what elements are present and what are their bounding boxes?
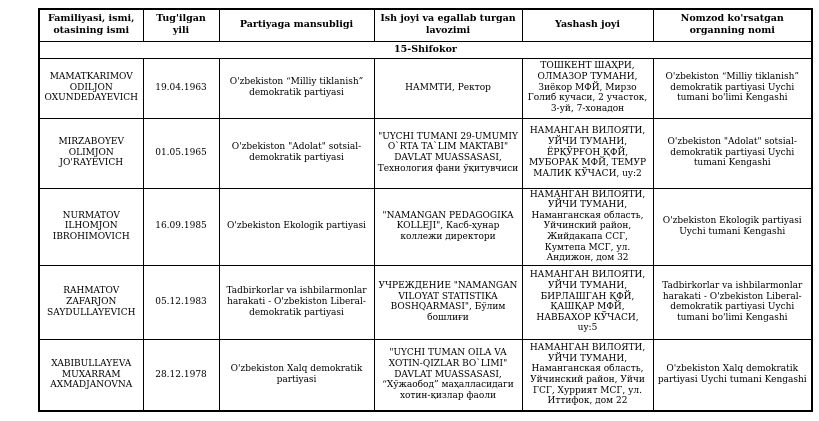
- cell-birth-date: 16.09.1985: [143, 188, 219, 265]
- cell-nominator: O'zbekiston "Adolat" sotsial-demokratik partiyasi Uychi tumani Kengashi: [653, 118, 812, 188]
- header-full-name: Familiyasi, ismi, otasining ismi: [39, 9, 143, 41]
- cell-party: O'zbekiston “Milliy tiklanish” demokratik partiyasi: [219, 58, 374, 118]
- cell-party: O'zbekiston "Adolat" sotsial-demokratik partiyasi: [219, 118, 374, 188]
- section-title: 15-Shifokor: [39, 41, 812, 58]
- candidates-table: [38, 8, 813, 412]
- cell-birth-date: 28.12.1978: [143, 339, 219, 411]
- cell-birth-date: 05.12.1983: [143, 265, 219, 339]
- cell-party: Tadbirkorlar va ishbilarmonlar harakati - O'zbekiston Liberal-demokratik partiyasi: [219, 265, 374, 339]
- cell-full-name: RAHMATOV ZAFARJON SAYDULLAYEVICH: [39, 265, 143, 339]
- cell-party: O'zbekiston Ekologik partiyasi: [219, 188, 374, 265]
- cell-full-name: MIRZABOYEV OLIMJON JO'RAYEVICH: [39, 118, 143, 188]
- cell-job: "UYCHI TUMANI 29-UMUMIY O`RTA TA`LIM MAKTABI" DAVLAT MUASSASASI, Технология фани ўқитувчиси: [374, 118, 522, 188]
- cell-nominator: O'zbekiston Ekologik partiyasi Uychi tumani Kengashi: [653, 188, 812, 265]
- cell-residence: НАМАНГАН ВИЛОЯТИ, УЙЧИ ТУМАНИ, БИРЛАШГАН ҚФЙ, ҚАШҚАР МФЙ, НАВБАХОР КЎЧАСИ, uy:5: [522, 265, 653, 339]
- cell-birth-date: 19.04.1963: [143, 58, 219, 118]
- cell-residence: ТОШКЕНТ ШАҲРИ, ОЛМАЗОР ТУМАНИ, Зиёкор МФЙ, Мирзо Голиб кучаси, 2 участок, 3-уй, 7-хонадон: [522, 58, 653, 118]
- table-row: [39, 265, 812, 339]
- cell-residence: НАМАНГАН ВИЛОЯТИ, УЙЧИ ТУМАНИ, ЁРҚЎРҒОН ҚФЙ, МУБОРАК МФЙ, ТЕМУР МАЛИК КЎЧАСИ, uy:2: [522, 118, 653, 188]
- cell-residence: НАМАНГАН ВИЛОЯТИ, УЙЧИ ТУМАНИ, Наманганская область, Уйчинский район, Жийдакапа ССГ, Кумтепа МСГ, ул. Андижон, дом 32: [522, 188, 653, 265]
- cell-nominator: Tadbirkorlar va ishbilarmonlar harakati - O'zbekiston Liberal-demokratik partiyasi Uychi tumani bo'limi Kengashi: [653, 265, 812, 339]
- table-row: [39, 188, 812, 265]
- cell-job: НАММТИ, Ректор: [374, 58, 522, 118]
- section-row: [39, 41, 812, 58]
- cell-full-name: MAMATKARIMOV ODILJON OXUNDEDAYEVICH: [39, 58, 143, 118]
- header-party: Partiyaga mansubligi: [219, 9, 374, 41]
- cell-job: "NAMANGAN PEDAGOGIKA KOLLEJI", Касб-ҳунар коллежи директори: [374, 188, 522, 265]
- cell-party: O'zbekiston Xalq demokratik partiyasi: [219, 339, 374, 411]
- header-birth-year: Tug'ilgan yili: [143, 9, 219, 41]
- cell-full-name: XABIBULLAYEVA MUXARRAM AXMADJANOVNA: [39, 339, 143, 411]
- cell-job: УЧРЕЖДЕНИЕ "NAMANGAN VILOYAT STATISTIKA BOSHQARMASI", Бўлим бошлиғи: [374, 265, 522, 339]
- cell-residence: НАМАНГАН ВИЛОЯТИ, УЙЧИ ТУМАНИ, Наманганская область, Уйчинский район, Уйчи ГСГ, Хуррият МСГ, ул. Иттифок, дом 22: [522, 339, 653, 411]
- table-row: [39, 339, 812, 411]
- cell-nominator: O'zbekiston Xalq demokratik partiyasi Uychi tumani Kengashi: [653, 339, 812, 411]
- cell-full-name: NURMATOV ILHOMJON IBROHIMOVICH: [39, 188, 143, 265]
- cell-birth-date: 01.05.1965: [143, 118, 219, 188]
- table-row: [39, 118, 812, 188]
- table-header-row: [39, 9, 812, 41]
- cell-job: "UYCHI TUMAN OILA VA XOTIN-QIZLAR BO`LIMI" DAVLAT MUASSASASI, “Хўжаобод” маҳалласидаги хотин-қизлар фаоли: [374, 339, 522, 411]
- table-row: [39, 58, 812, 118]
- header-nominator: Nomzod ko'rsatgan organning nomi: [653, 9, 812, 41]
- cell-nominator: O'zbekiston “Milliy tiklanish” demokratik partiyasi Uychi tumani bo'limi Kengashi: [653, 58, 812, 118]
- header-job: Ish joyi va egallab turgan lavozimi: [374, 9, 522, 41]
- header-residence: Yashash joyi: [522, 9, 653, 41]
